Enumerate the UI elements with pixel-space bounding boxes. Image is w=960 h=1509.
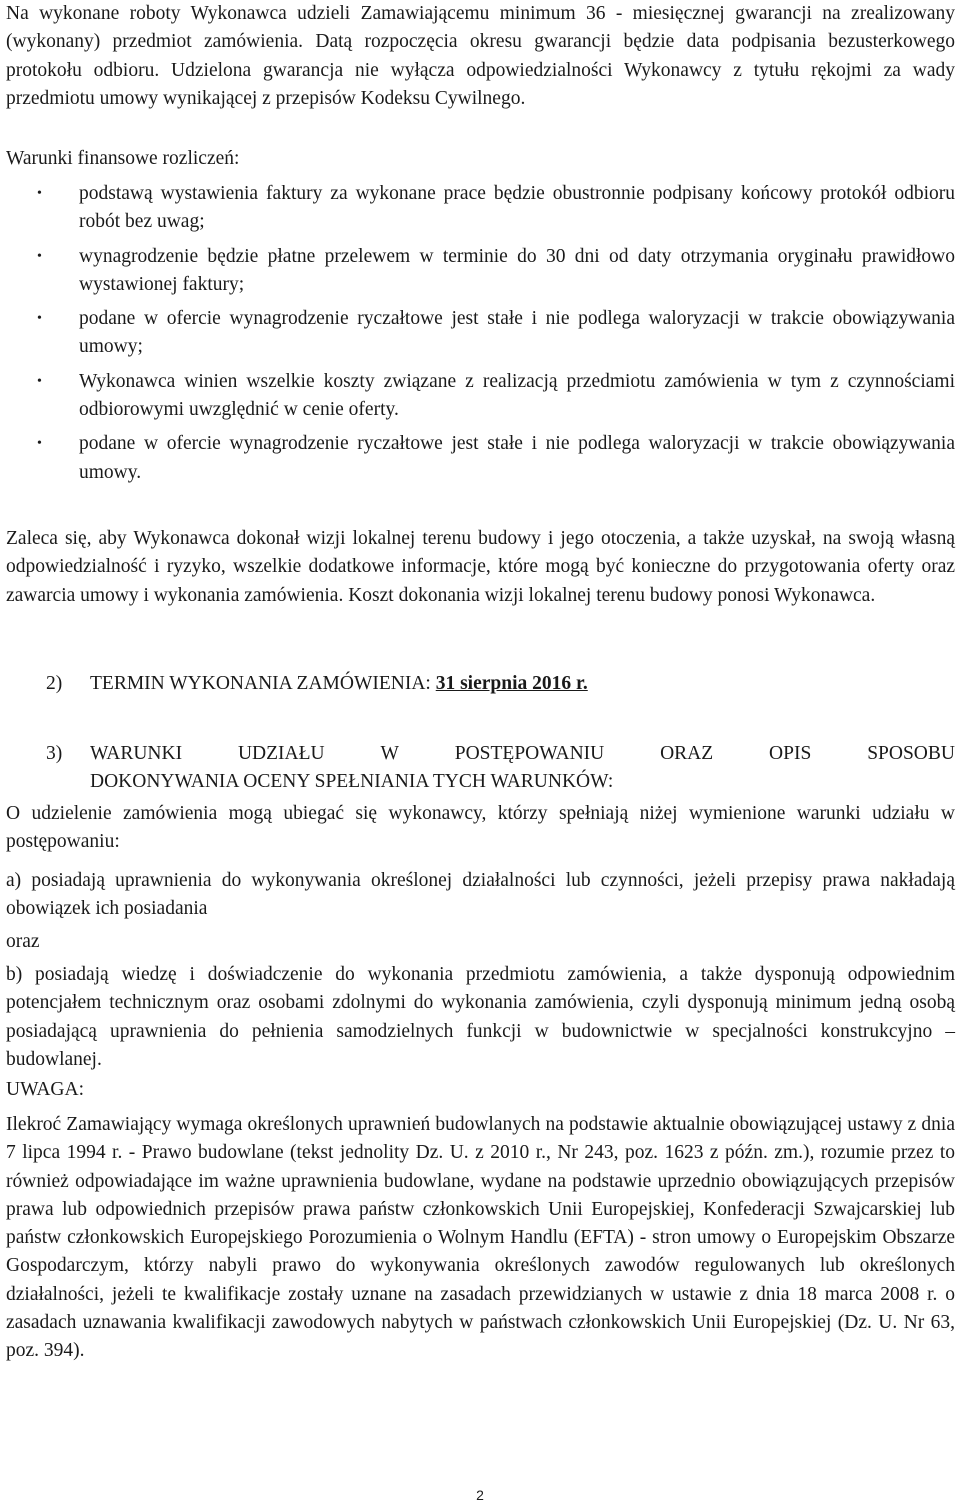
page-number: 2 — [476, 1487, 484, 1503]
finance-term-item: • podstawą wystawienia faktury za wykonane prace będzie obustronnie podpisany końcowy protokół odbioru robót bez uwag; — [6, 180, 955, 237]
condition-b: b) posiadają wiedzę i doświadczenie do wykonania przedmiotu zamówienia, a także dysponują odpowiednim potencjałem technicznym oraz osobami zdolnymi do wykonania zamówienia, czyli dysponują minimum jedną osobą posiadającą uprawnienia do pełnienia samodzielnych funkcji w budownictwie w specjalności konstrukcyjno – budowlanej. — [6, 964, 955, 1070]
condition-a: a) posiadają uprawnienia do wykonywania określonej działalności lub czynności, jeżeli przepisy prawa nakładają obowiązek ich posiadania — [6, 870, 955, 920]
section-2-label: TERMIN WYKONANIA ZAMÓWIENIA: — [90, 673, 431, 694]
finance-term-item: • Wykonawca winien wszelkie koszty związane z realizacją przedmiotu zamówienia w tym z czynnościami odbiorowymi uwzględnić w cenie oferty. — [6, 368, 955, 425]
title-word: W — [380, 743, 399, 764]
participation-intro: O udzielenie zamówienia mogą ubiegać się wykonawcy, którzy spełniają niżej wymienione warunki udziału w postępowaniu: — [6, 803, 955, 853]
section-3-heading — [46, 740, 955, 797]
section-2-heading — [46, 670, 955, 698]
section-3-number-and-word — [46, 740, 182, 768]
title-word: ORAZ — [660, 743, 714, 764]
site-visit-paragraph: Zaleca się, aby Wykonawca dokonał wizji lokalnej terenu budowy i jego otoczenia, a także uzyskał, na swoją własną odpowiedzialność i ryzyko, wszelkie dodatkowe informacje, które mogą być konieczne do przygotowania oferty oraz zawarcia umowy i wykonania zamówienia. Koszt dokonania wizji lokalnej terenu budowy ponosi Wykonawca. — [6, 528, 955, 606]
finance-term-item: • wynagrodzenie będzie płatne przelewem w terminie do 30 dni od daty otrzymania oryginału prawidłowo wystawionej faktury; — [6, 243, 955, 300]
title-word: UDZIAŁU — [237, 743, 325, 764]
warranty-paragraph: Na wykonane roboty Wykonawca udzieli Zamawiającemu minimum 36 - miesięcznej gwarancji na zrealizowany (wykonany) przedmiot zamówienia. Datą rozpoczęcia okresu gwarancji będzie data podpisania bezusterkowego protokołu odbioru. Udzielona gwarancja nie wyłącza odpowiedzialności Wykonawcy z tytułu rękojmi za wady przedmiotu umowy wynikającej z przepisów Kodeksu Cywilnego. — [6, 3, 955, 109]
finance-term-item: • podane w ofercie wynagrodzenie ryczałtowe jest stałe i nie podlega waloryzacji w trakcie obowiązywania umowy. — [6, 430, 955, 487]
finance-term-item: • podane w ofercie wynagrodzenie ryczałtowe jest stałe i nie podlega waloryzacji w trakcie obowiązywania umowy; — [6, 305, 955, 362]
title-word: POSTĘPOWANIU — [454, 743, 605, 764]
uwaga-paragraph: Ilekroć Zamawiający wymaga określonych uprawnień budowlanych na podstawie aktualnie obowiązującej ustawy z dnia 7 lipca 1994 r. - Prawo budowlane (tekst jednolity Dz. U. z 2010 r., Nr 243, poz. 1623 z późn. zm.), rozumie przez to również odpowiadające im ważne uprawnienia budowlane, wydane na podstawie uprzednio obowiązujących przepisów prawa lub odpowiednich przepisów prawa państw członkowskich Unii Europejskiej, Konfederacji Szwajcarskiej lub państw członkowskich Europejskiego Porozumienia o Wolnym Handlu (EFTA) - stron umowy o Europejskim Obszarze Gospodarczym, którzy nabyli prawo do wykonywania określonych zawodów regulowanych lub określonych działalności, jeżeli te kwalifikacje zostały uznane na zasadach przewidzianych w ustawie z dnia 18 marca 2008 r. o zasadach uznawania kwalifikacji zawodowych nabytych w państwach członkowskich Unii Europejskiej (Dz. U. Nr 63, poz. 394). — [6, 1114, 955, 1362]
title-word: WARUNKI — [90, 743, 183, 764]
section-3-title-line-1 — [46, 740, 955, 768]
conjunction-oraz: oraz — [6, 931, 40, 952]
section-3-title-line-2: DOKONYWANIA OCENY SPEŁNIANIA TYCH WARUNKÓW: — [90, 771, 614, 793]
completion-date: 31 sierpnia 2016 r. — [435, 673, 588, 694]
title-word: SPOSOBU — [867, 743, 955, 764]
section-2-number: 2) — [46, 673, 63, 694]
uwaga-label: UWAGA: — [6, 1079, 84, 1100]
finance-terms-list — [6, 180, 955, 493]
finance-heading: Warunki finansowe rozliczeń: — [6, 148, 240, 169]
title-word: OPIS — [769, 743, 812, 764]
section-3-number: 3) — [46, 743, 63, 764]
